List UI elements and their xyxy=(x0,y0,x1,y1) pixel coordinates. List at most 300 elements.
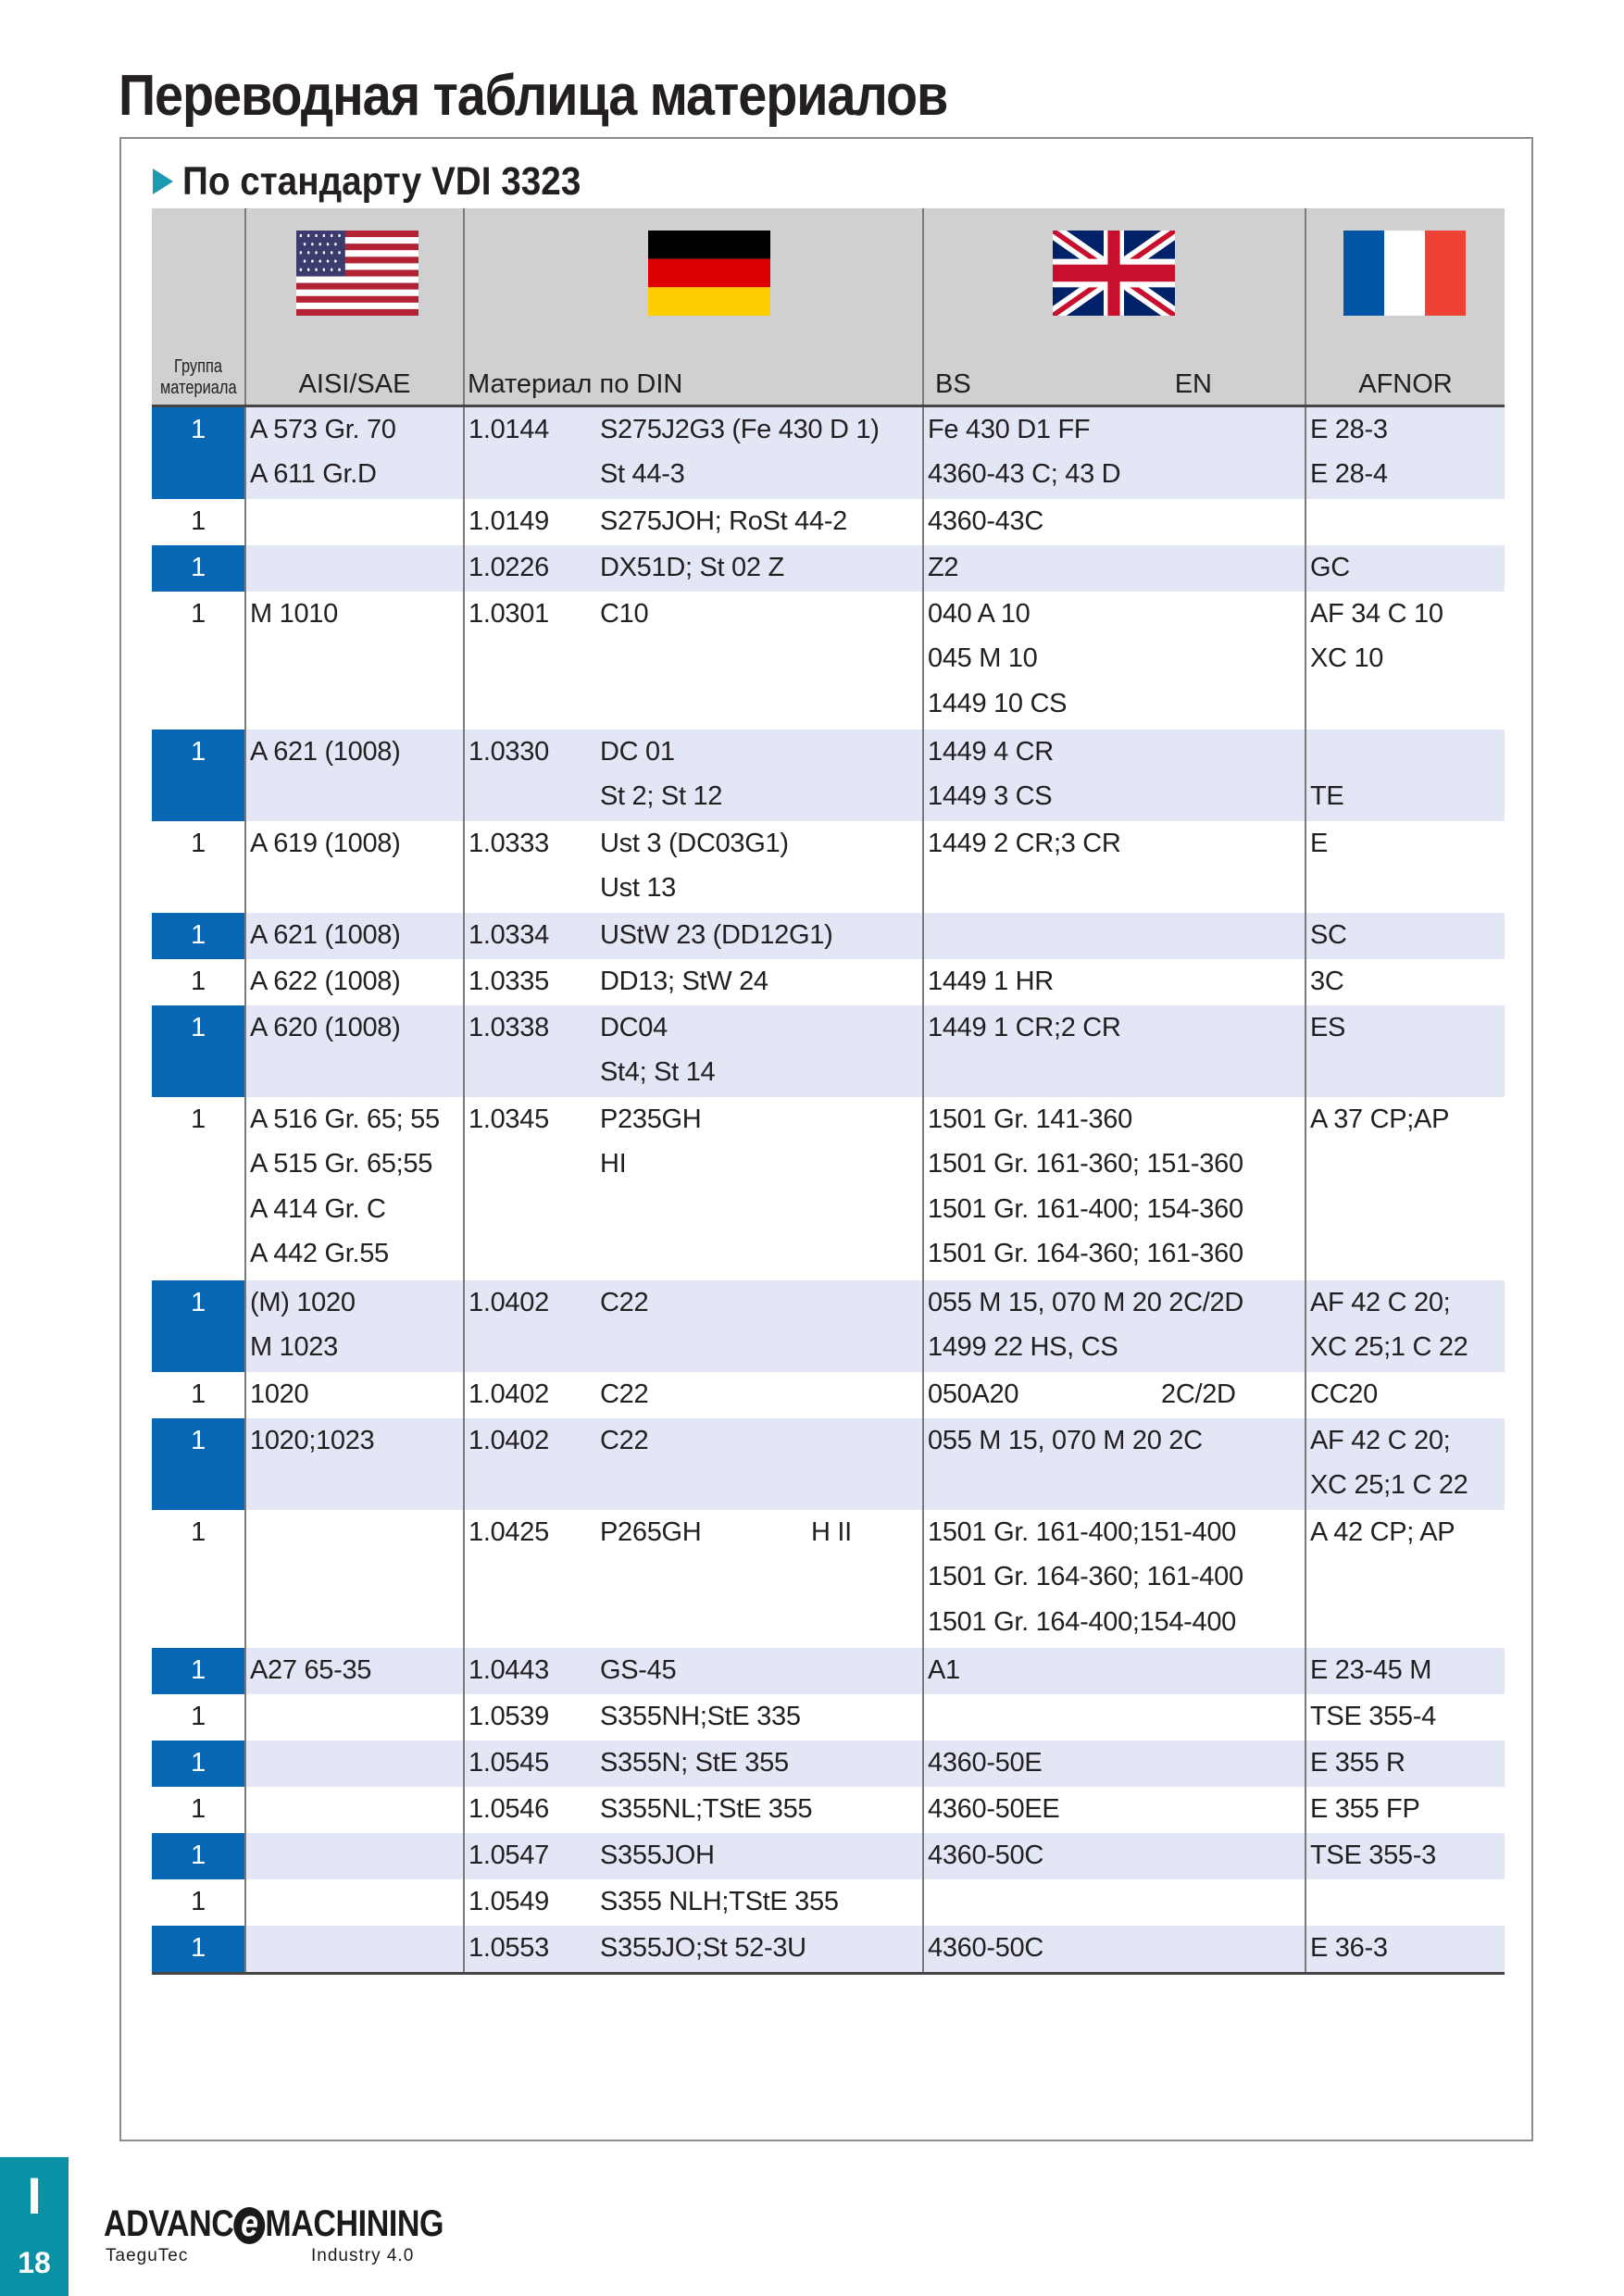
group-cell xyxy=(152,1510,245,1648)
din-designation xyxy=(600,1050,922,1094)
din-designation-text: Ust 13 xyxy=(600,873,677,904)
brand-e-emblem: e xyxy=(233,2207,265,2244)
bs-line xyxy=(928,1231,1305,1276)
afnor-cell xyxy=(1305,1005,1505,1097)
bs-cell xyxy=(923,1648,1305,1694)
header-aisi-label: AISI/SAE xyxy=(298,369,411,399)
din-designation-text: S355NH;StE 335 xyxy=(600,1702,801,1731)
din-line xyxy=(468,1280,922,1325)
bs-line xyxy=(928,681,1305,726)
din-line xyxy=(468,1510,922,1554)
afnor-value: TSE 355-4 xyxy=(1310,1702,1436,1731)
bs-cell xyxy=(923,406,1305,500)
aisi-value: M 1010 xyxy=(250,599,338,629)
aisi-value: M 1023 xyxy=(250,1332,338,1363)
din-designation-text: P265GH xyxy=(600,1517,702,1547)
arrow-right-icon xyxy=(153,168,173,194)
din-number: 1.0546 xyxy=(468,1794,549,1824)
din-number: 1.0547 xyxy=(468,1841,549,1870)
header-group xyxy=(152,208,245,406)
afnor-value: XC 25;1 C 22 xyxy=(1310,1332,1468,1363)
aisi-value: 1020;1023 xyxy=(250,1426,375,1455)
group-cell xyxy=(152,1741,245,1787)
afnor-value: ES xyxy=(1310,1013,1346,1042)
bs-value: 1449 2 CR;3 CR xyxy=(928,829,1121,858)
afnor-cell xyxy=(1305,499,1505,545)
bs-line xyxy=(928,636,1305,680)
din-number xyxy=(468,452,600,496)
din-line xyxy=(468,1142,922,1186)
table-row xyxy=(152,1879,1505,1926)
bs-cell xyxy=(923,913,1305,959)
bs-line xyxy=(928,1280,1305,1325)
din-number: 1.0301 xyxy=(468,599,549,629)
din-designation-text: P235GH xyxy=(600,1104,702,1134)
din-line xyxy=(468,1648,922,1692)
group-cell xyxy=(152,1879,245,1926)
afnor-value: E 355 FP xyxy=(1310,1794,1420,1824)
din-designation-text: S355 NLH;TStE 355 xyxy=(600,1887,839,1916)
din-designation xyxy=(600,1280,922,1325)
din-designation-text: GS-45 xyxy=(600,1655,677,1685)
afnor-cell xyxy=(1305,545,1505,592)
group-cell xyxy=(152,959,245,1005)
table-row xyxy=(152,730,1505,821)
section-tab xyxy=(0,2157,69,2296)
din-designation xyxy=(600,1418,922,1463)
brand-company: TaeguTec xyxy=(106,2246,189,2265)
din-cell xyxy=(464,1694,923,1741)
bs-line xyxy=(928,1005,1305,1050)
table-row xyxy=(152,1787,1505,1833)
bs-cell xyxy=(923,1418,1305,1510)
din-number: 1.0226 xyxy=(468,553,549,582)
din-line xyxy=(468,1926,922,1970)
afnor-value: A 37 CP;AP xyxy=(1310,1104,1450,1134)
bs-line xyxy=(928,452,1305,496)
aisi-value: A 619 (1008) xyxy=(250,829,401,858)
aisi-value: A 621 (1008) xyxy=(250,737,401,767)
table-row xyxy=(152,1694,1505,1741)
din-cell xyxy=(464,913,923,959)
table-row xyxy=(152,913,1505,959)
din-designation-text: C22 xyxy=(600,1288,649,1317)
group-cell xyxy=(152,1833,245,1879)
afnor-value: AF 34 C 10 xyxy=(1310,599,1443,629)
din-cell xyxy=(464,406,923,500)
bs-cell xyxy=(923,1833,1305,1879)
group-value: 1 xyxy=(191,1841,206,1870)
din-number xyxy=(468,1142,600,1186)
din-designation-text: S355NL;TStE 355 xyxy=(600,1794,813,1824)
din-cell xyxy=(464,499,923,545)
aisi-cell xyxy=(245,545,464,592)
din-designation xyxy=(600,959,922,1004)
aisi-cell xyxy=(245,1372,464,1418)
din-designation xyxy=(600,1372,922,1416)
bs-line xyxy=(928,1142,1305,1186)
din-number: 1.0443 xyxy=(468,1655,549,1685)
bs-value: 055 M 15, 070 M 20 2C xyxy=(928,1426,1203,1455)
bs-value: 4360-43 C; 43 D xyxy=(928,459,1121,490)
din-designation-text: C22 xyxy=(600,1379,649,1409)
brand-part2: MACHINING xyxy=(265,2203,443,2244)
afnor-cell xyxy=(1305,1097,1505,1280)
group-value: 1 xyxy=(191,1426,206,1455)
table-body xyxy=(152,406,1505,1974)
bs-cell xyxy=(923,1879,1305,1926)
din-cell xyxy=(464,821,923,913)
group-value: 1 xyxy=(191,1702,206,1731)
group-cell xyxy=(152,1005,245,1097)
din-extra: H II xyxy=(811,1517,852,1547)
din-line xyxy=(468,1097,922,1142)
bs-value: 4360-50EE xyxy=(928,1794,1060,1824)
group-value: 1 xyxy=(191,1655,206,1685)
afnor-value: XC 25;1 C 22 xyxy=(1310,1470,1468,1501)
bs-cell xyxy=(923,1787,1305,1833)
bs-value: 1501 Gr. 164-360; 161-400 xyxy=(928,1562,1243,1592)
din-line xyxy=(468,1372,922,1416)
din-line xyxy=(468,1005,922,1050)
group-value: 1 xyxy=(191,1517,206,1547)
table-row xyxy=(152,1741,1505,1787)
din-cell xyxy=(464,545,923,592)
group-value: 1 xyxy=(191,599,206,629)
din-number: 1.0425 xyxy=(468,1517,549,1547)
aisi-value: A 515 Gr. 65;55 xyxy=(250,1149,433,1179)
din-designation xyxy=(600,730,922,774)
afnor-value: SC xyxy=(1310,920,1347,950)
afnor-cell xyxy=(1305,1280,1505,1372)
aisi-value: 1020 xyxy=(250,1379,309,1409)
din-designation-text: DC 01 xyxy=(600,737,675,767)
afnor-cell xyxy=(1305,1648,1505,1694)
group-cell xyxy=(152,499,245,545)
table-row xyxy=(152,1372,1505,1418)
aisi-cell xyxy=(245,1418,464,1510)
din-designation xyxy=(600,452,922,496)
bs-value: 1449 10 CS xyxy=(928,688,1068,718)
afnor-value: E 36-3 xyxy=(1310,1933,1388,1963)
aisi-cell xyxy=(245,1926,464,1974)
din-designation-text: Ust 3 (DC03G1) xyxy=(600,829,789,858)
bs-value: 1449 1 CR;2 CR xyxy=(928,1013,1121,1042)
bs-line xyxy=(928,821,1305,866)
group-value: 1 xyxy=(191,967,206,996)
din-number: 1.0553 xyxy=(468,1933,549,1963)
france-flag-icon xyxy=(1343,231,1466,316)
din-designation-text: C22 xyxy=(600,1426,649,1455)
bs-line xyxy=(928,499,1305,543)
header-afnor xyxy=(1305,208,1505,406)
header-din xyxy=(464,208,923,406)
afnor-value: A 42 CP; AP xyxy=(1310,1517,1455,1547)
din-cell xyxy=(464,1787,923,1833)
afnor-cell xyxy=(1305,1372,1505,1418)
table-row xyxy=(152,1418,1505,1510)
din-line xyxy=(468,730,922,774)
group-cell xyxy=(152,1418,245,1510)
din-number: 1.0539 xyxy=(468,1702,549,1731)
bs-line xyxy=(928,1833,1305,1878)
bs-value: 1499 22 HS, CS xyxy=(928,1332,1118,1363)
bs-value: Z2 xyxy=(928,553,959,582)
table-row xyxy=(152,821,1505,913)
aisi-cell xyxy=(245,1787,464,1833)
din-number: 1.0402 xyxy=(468,1426,549,1455)
din-designation xyxy=(600,1787,922,1831)
group-value: 1 xyxy=(191,1288,206,1317)
afnor-cell xyxy=(1305,1741,1505,1787)
din-cell xyxy=(464,1741,923,1787)
bs-cell xyxy=(923,1926,1305,1974)
aisi-cell xyxy=(245,913,464,959)
bs-line xyxy=(928,730,1305,774)
din-line xyxy=(468,821,922,866)
section-subtitle: По стандарту VDI 3323 xyxy=(182,158,581,204)
afnor-value: CC20 xyxy=(1310,1379,1378,1409)
group-cell xyxy=(152,1694,245,1741)
aisi-cell xyxy=(245,1694,464,1741)
din-designation-text: DX51D; St 02 Z xyxy=(600,553,784,582)
bs-cell xyxy=(923,592,1305,730)
din-designation xyxy=(600,407,922,452)
group-cell xyxy=(152,592,245,730)
bs-value: 4360-50C xyxy=(928,1841,1043,1870)
bs-value: 1501 Gr. 164-400;154-400 xyxy=(928,1606,1237,1637)
group-value: 1 xyxy=(191,1013,206,1042)
din-line xyxy=(468,1741,922,1785)
din-number: 1.0333 xyxy=(468,829,549,858)
bs-value: 1501 Gr. 164-360; 161-360 xyxy=(928,1239,1243,1269)
din-line xyxy=(468,1787,922,1831)
afnor-cell xyxy=(1305,730,1505,821)
afnor-cell xyxy=(1305,406,1505,500)
bs-line xyxy=(928,1418,1305,1463)
din-number: 1.0334 xyxy=(468,920,549,950)
afnor-cell xyxy=(1305,592,1505,730)
header-aisi xyxy=(245,208,464,406)
din-designation-text: S355JO;St 52-3U xyxy=(600,1933,806,1963)
din-number: 1.0549 xyxy=(468,1887,549,1916)
din-line xyxy=(468,1418,922,1463)
aisi-cell xyxy=(245,821,464,913)
brand-part1: ADVANC xyxy=(104,2203,234,2244)
group-value: 1 xyxy=(191,415,206,444)
aisi-cell xyxy=(245,499,464,545)
table-row xyxy=(152,545,1505,592)
din-designation xyxy=(600,866,922,910)
bs-value: 4360-43C xyxy=(928,506,1043,536)
afnor-cell xyxy=(1305,959,1505,1005)
afnor-value: E xyxy=(1310,829,1329,858)
bs-cell xyxy=(923,1005,1305,1097)
aisi-cell xyxy=(245,592,464,730)
afnor-value: E 355 R xyxy=(1310,1748,1405,1778)
din-designation xyxy=(600,545,922,590)
bs-line xyxy=(928,1554,1305,1599)
group-value: 1 xyxy=(191,829,206,858)
din-number xyxy=(468,1050,600,1094)
brand-logo xyxy=(104,2203,443,2276)
bs-line xyxy=(928,1372,1305,1416)
bs-cell xyxy=(923,1280,1305,1372)
din-designation-text: S275J2G3 (Fe 430 D 1) xyxy=(600,415,880,444)
din-designation xyxy=(600,1510,922,1554)
bs-value: 4360-50E xyxy=(928,1748,1043,1778)
header-bs-label: BS xyxy=(935,369,971,399)
bs-line xyxy=(928,1510,1305,1554)
bs-cell xyxy=(923,1694,1305,1741)
header-bs-en xyxy=(923,208,1305,406)
din-designation-text: St 2; St 12 xyxy=(600,781,723,812)
group-cell xyxy=(152,1372,245,1418)
afnor-value: 3C xyxy=(1310,967,1344,996)
page-number: 18 xyxy=(18,2246,51,2279)
group-value: 1 xyxy=(191,1748,206,1778)
din-number: 1.0144 xyxy=(468,415,549,444)
bs-cell xyxy=(923,959,1305,1005)
bs-line xyxy=(928,1097,1305,1142)
bs-value: 055 M 15, 070 M 20 2C/2D xyxy=(928,1288,1243,1317)
din-designation xyxy=(600,774,922,818)
aisi-cell xyxy=(245,1741,464,1787)
bs-value: 4360-50C xyxy=(928,1933,1043,1963)
table-row xyxy=(152,1280,1505,1372)
din-line xyxy=(468,499,922,543)
page-title: Переводная таблица материалов xyxy=(119,64,948,128)
din-line xyxy=(468,1050,922,1094)
din-cell xyxy=(464,1648,923,1694)
afnor-cell xyxy=(1305,821,1505,913)
group-cell xyxy=(152,1926,245,1974)
group-cell xyxy=(152,913,245,959)
afnor-value: E 28-4 xyxy=(1310,459,1388,490)
header-group-line1: Группа xyxy=(174,356,222,377)
header-group-line2: материала xyxy=(160,378,237,398)
bs-cell xyxy=(923,499,1305,545)
din-number: 1.0335 xyxy=(468,967,549,996)
header-afnor-label: AFNOR xyxy=(1358,369,1453,399)
bs-cell xyxy=(923,730,1305,821)
bs-value: 1501 Gr. 161-360; 151-360 xyxy=(928,1149,1243,1179)
afnor-cell xyxy=(1305,1926,1505,1974)
bs-cell xyxy=(923,1510,1305,1648)
aisi-value: A 620 (1008) xyxy=(250,1013,401,1042)
bs-line xyxy=(928,1600,1305,1644)
din-number: 1.0330 xyxy=(468,737,549,767)
aisi-value: A 611 Gr.D xyxy=(250,459,377,490)
afnor-value: AF 42 C 20; xyxy=(1310,1426,1451,1455)
aisi-cell xyxy=(245,1005,464,1097)
din-cell xyxy=(464,1097,923,1280)
table-row xyxy=(152,1005,1505,1097)
din-cell xyxy=(464,1926,923,1974)
bs-cell xyxy=(923,1741,1305,1787)
bs-cell xyxy=(923,1097,1305,1280)
aisi-value: A 442 Gr.55 xyxy=(250,1239,389,1269)
afnor-cell xyxy=(1305,1510,1505,1648)
din-designation xyxy=(600,1741,922,1785)
din-designation xyxy=(600,592,922,636)
aisi-cell xyxy=(245,730,464,821)
din-designation xyxy=(600,913,922,957)
table-row xyxy=(152,1833,1505,1879)
aisi-value: A 516 Gr. 65; 55 xyxy=(250,1104,440,1134)
table-row xyxy=(152,1926,1505,1974)
din-designation xyxy=(600,821,922,866)
aisi-cell xyxy=(245,406,464,500)
group-value: 1 xyxy=(191,737,206,767)
din-designation xyxy=(600,1142,922,1186)
table-header-row xyxy=(152,208,1505,406)
group-value: 1 xyxy=(191,1933,206,1963)
bs-line xyxy=(928,1187,1305,1231)
bs-value: 1501 Gr. 141-360 xyxy=(928,1104,1132,1134)
group-cell xyxy=(152,1787,245,1833)
bs-line xyxy=(928,774,1305,818)
aisi-cell xyxy=(245,1510,464,1648)
din-designation xyxy=(600,1833,922,1878)
aisi-cell xyxy=(245,1833,464,1879)
table-row xyxy=(152,592,1505,730)
din-cell xyxy=(464,1879,923,1926)
group-cell xyxy=(152,821,245,913)
table-row xyxy=(152,1097,1505,1280)
afnor-cell xyxy=(1305,1879,1505,1926)
group-value: 1 xyxy=(191,506,206,536)
din-cell xyxy=(464,1833,923,1879)
din-line xyxy=(468,545,922,590)
table-row xyxy=(152,406,1505,500)
en-value: 2C/2D xyxy=(1161,1379,1236,1409)
aisi-value: A 621 (1008) xyxy=(250,920,401,950)
din-line xyxy=(468,452,922,496)
afnor-cell xyxy=(1305,913,1505,959)
bs-line xyxy=(928,1325,1305,1369)
bs-line xyxy=(928,545,1305,590)
group-value: 1 xyxy=(191,1887,206,1916)
table-row xyxy=(152,1648,1505,1694)
usa-flag-icon xyxy=(296,231,418,316)
group-cell xyxy=(152,1280,245,1372)
afnor-value: GC xyxy=(1310,553,1350,582)
bs-value: 1449 1 HR xyxy=(928,967,1054,996)
aisi-value: A 414 Gr. C xyxy=(250,1193,386,1224)
bs-value: 1501 Gr. 161-400;151-400 xyxy=(928,1517,1237,1547)
afnor-value: TE xyxy=(1310,781,1344,812)
bs-value: Fe 430 D1 FF xyxy=(928,415,1091,444)
din-designation xyxy=(600,1648,922,1692)
afnor-value: XC 10 xyxy=(1310,643,1384,674)
din-cell xyxy=(464,1372,923,1418)
din-designation xyxy=(600,499,922,543)
group-value: 1 xyxy=(191,1794,206,1824)
materials-table xyxy=(152,208,1505,1975)
aisi-value: A27 65-35 xyxy=(250,1655,372,1685)
bs-cell xyxy=(923,545,1305,592)
header-din-label: Материал по DIN xyxy=(468,369,683,399)
bs-cell xyxy=(923,1372,1305,1418)
group-cell xyxy=(152,730,245,821)
din-cell xyxy=(464,1510,923,1648)
afnor-value: E 23-45 M xyxy=(1310,1655,1432,1685)
header-en-label: EN xyxy=(1174,369,1212,399)
din-designation-text: C10 xyxy=(600,599,649,629)
din-cell xyxy=(464,730,923,821)
din-number: 1.0402 xyxy=(468,1379,549,1409)
